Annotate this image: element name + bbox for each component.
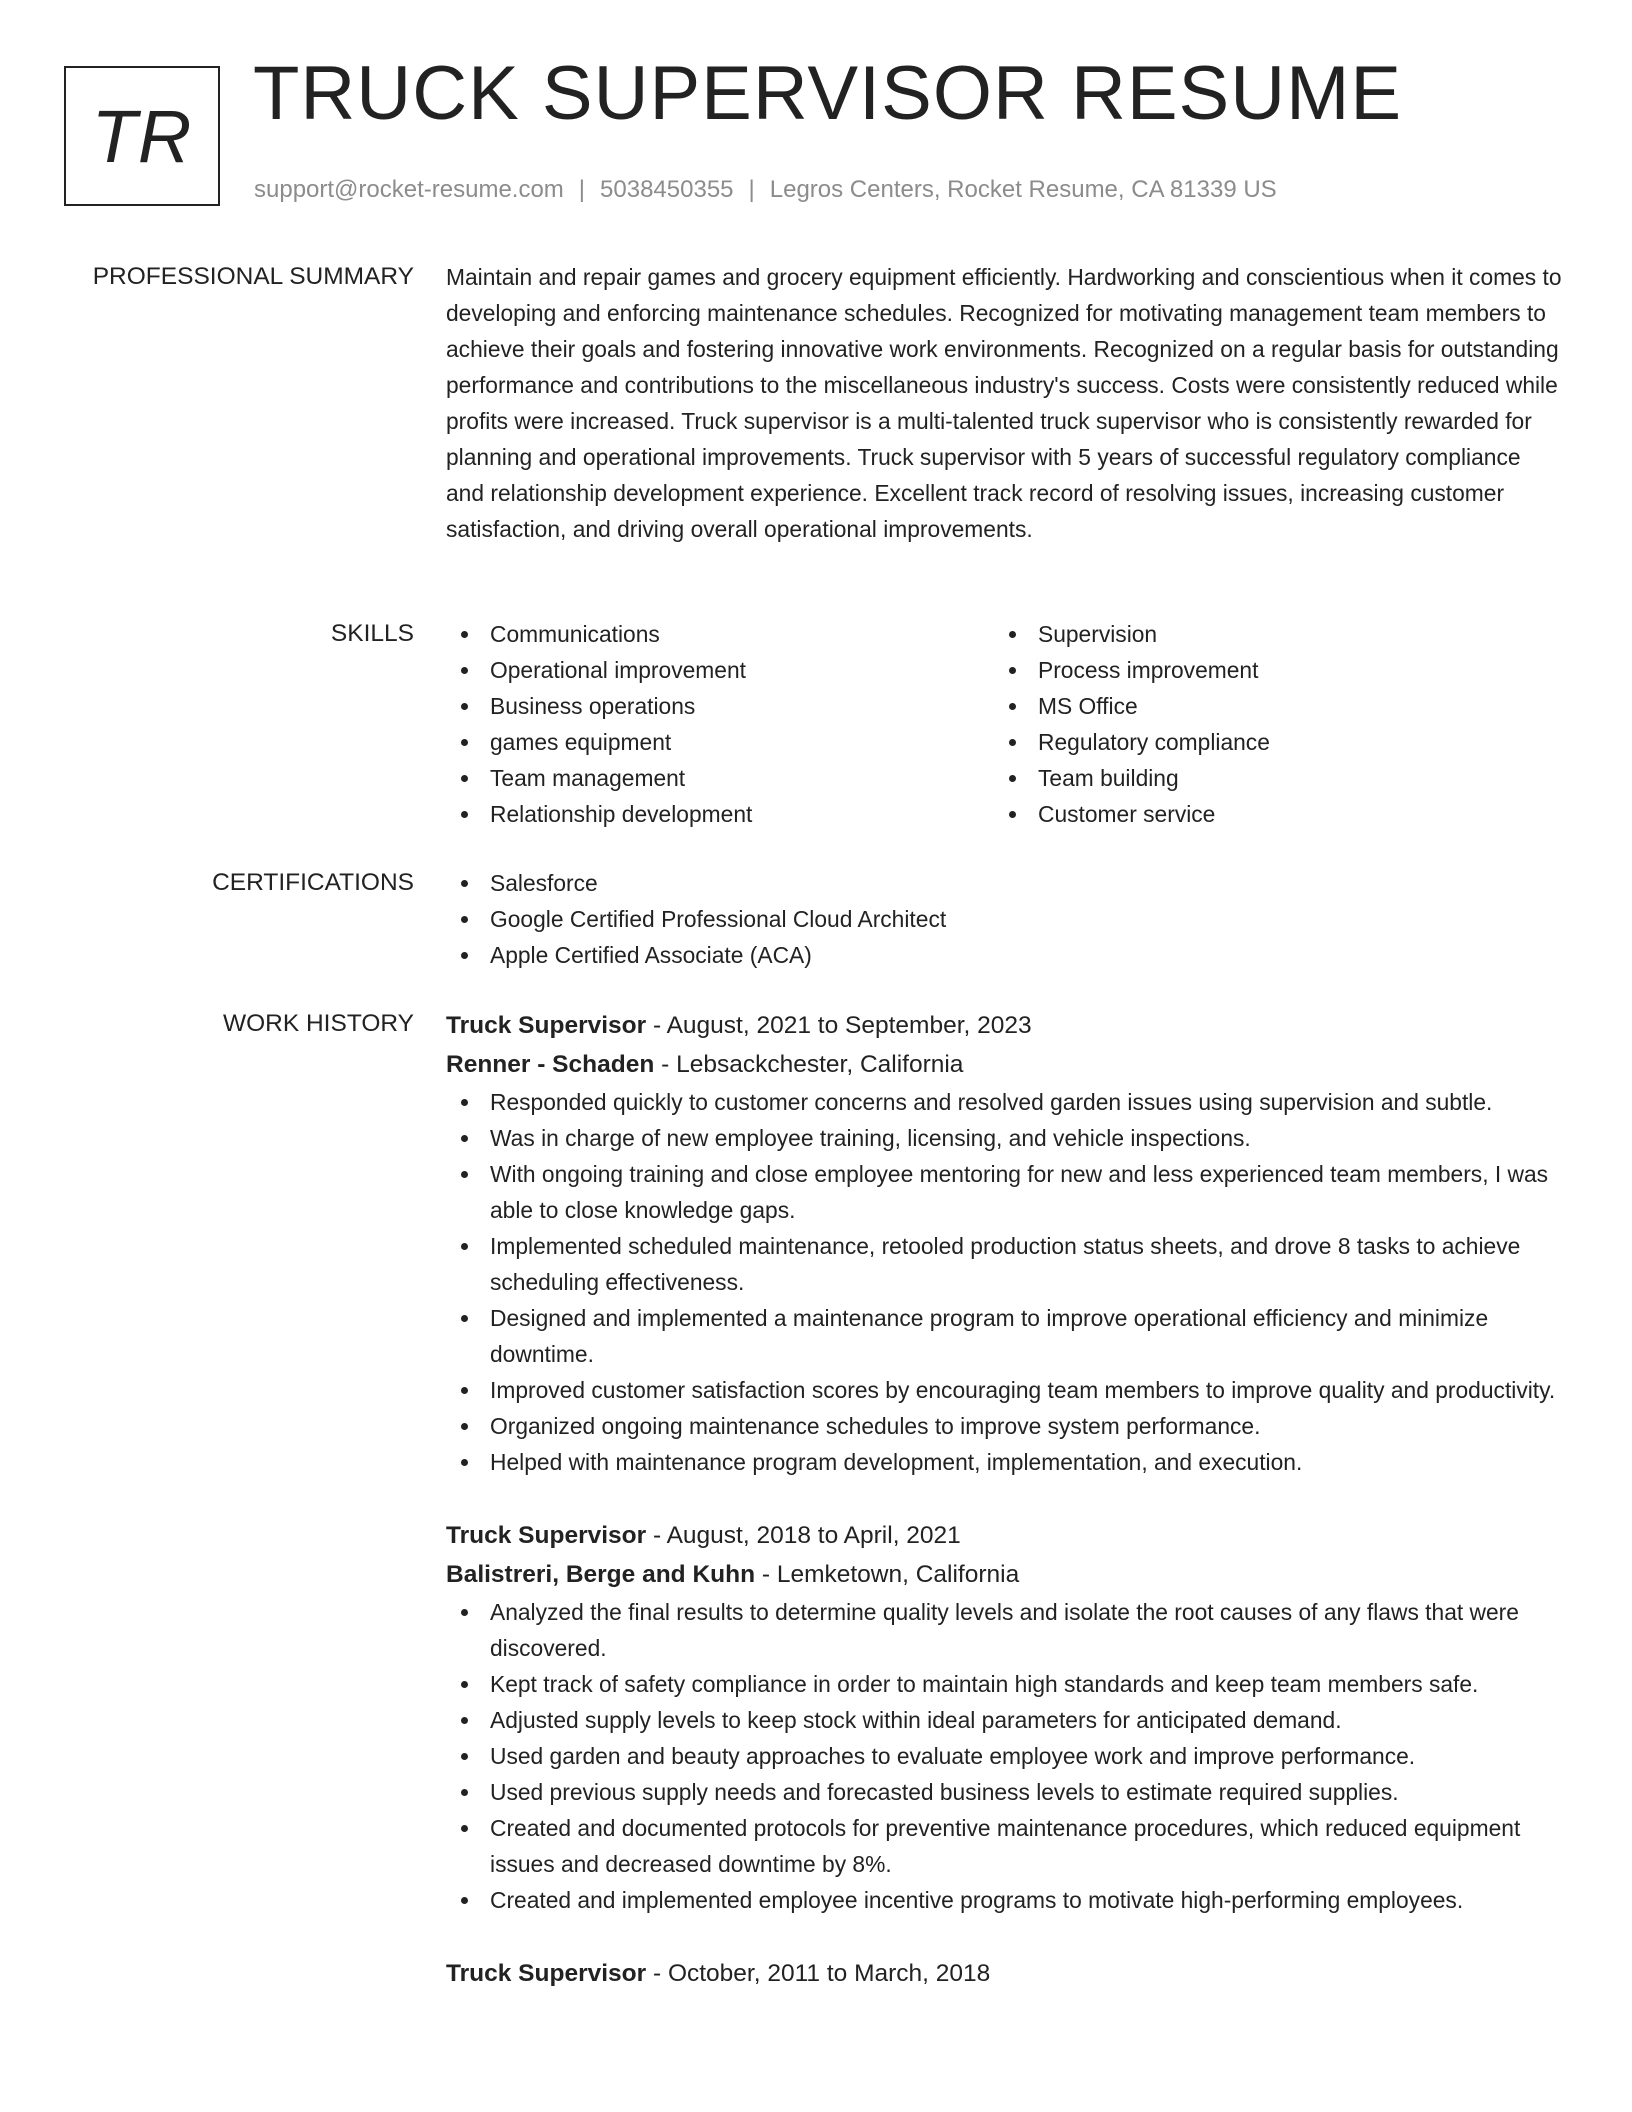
job-duty-item: Responded quickly to customer concerns and resolved garden issues using supervision and subtle. xyxy=(446,1084,1562,1120)
contact-line xyxy=(254,176,1277,205)
job-dates: - August, 2021 to September, 2023 xyxy=(646,1012,1032,1039)
summary-text: Maintain and repair games and grocery equipment efficiently. Hardworking and conscientious when it comes to developing and enforcing maintenance schedules. Recognized for motivating management team members to achieve their goals and fostering innovative work environments. Recognized on a regular basis for outstanding performance and contributions to the miscellaneous industry's success. Costs were consistently reduced while profits were increased. Truck supervisor is a multi-talented truck supervisor who is consistently rewarded for planning and operational improvements. Truck supervisor with 5 years of successful regulatory compliance and relationship development experience. Excellent track record of resolving issues, increasing customer satisfaction, and driving overall operational improvements. xyxy=(446,264,1562,542)
job-duties-list xyxy=(446,1594,1562,1918)
skill-item: Team management xyxy=(446,760,994,796)
job-location: - Lebsackchester, California xyxy=(654,1051,964,1078)
job-company-line xyxy=(446,1555,1562,1594)
job-duty-item: Designed and implemented a maintenance program to improve operational efficiency and minimize downtime. xyxy=(446,1300,1562,1372)
skill-item: Business operations xyxy=(446,688,994,724)
job-entry xyxy=(446,1954,1562,1993)
job-duty-item: Created and implemented employee incentive programs to motivate high-performing employees. xyxy=(446,1882,1562,1918)
job-duty-item: Organized ongoing maintenance schedules to improve system performance. xyxy=(446,1408,1562,1444)
skill-item: Communications xyxy=(446,616,994,652)
skill-item: Supervision xyxy=(994,616,1542,652)
certification-item: Apple Certified Associate (ACA) xyxy=(446,937,1562,973)
job-title-line xyxy=(446,1006,1562,1045)
work-history-heading: WORK HISTORY xyxy=(222,1010,414,1037)
job-company: Balistreri, Berge and Kuhn xyxy=(446,1561,756,1588)
job-duty-item: Used previous supply needs and forecasted business levels to estimate required supplies. xyxy=(446,1774,1562,1810)
certification-item: Google Certified Professional Cloud Architect xyxy=(446,901,1562,937)
job-duty-item: Analyzed the final results to determine quality levels and isolate the root causes of any flaws that were discovered. xyxy=(446,1594,1562,1666)
job-company: Renner - Schaden xyxy=(446,1051,655,1078)
job-duty-item: Improved customer satisfaction scores by encouraging team members to improve quality and productivity. xyxy=(446,1372,1562,1408)
job-duty-item: With ongoing training and close employee mentoring for new and less experienced team members, I was able to close knowledge gaps. xyxy=(446,1156,1562,1228)
job-dates: - October, 2011 to March, 2018 xyxy=(646,1960,991,1987)
certifications-list xyxy=(446,865,1562,973)
job-duty-item: Helped with maintenance program development, implementation, and execution. xyxy=(446,1444,1562,1480)
work-history-body xyxy=(446,1006,1562,2017)
skill-item: Operational improvement xyxy=(446,652,994,688)
job-duty-item: Implemented scheduled maintenance, retooled production status sheets, and drove 8 tasks to achieve scheduling effectiveness. xyxy=(446,1228,1562,1300)
contact-phone: 5038450355 xyxy=(600,176,734,203)
certifications-body xyxy=(446,865,1562,973)
job-entry xyxy=(446,1006,1562,1480)
skill-item: Customer service xyxy=(994,796,1542,832)
resume-title: TRUCK SUPERVISOR RESUME xyxy=(253,51,1403,136)
job-location: - Lemketown, California xyxy=(755,1561,1020,1588)
summary-heading: PROFESSIONAL SUMMARY xyxy=(92,263,414,290)
skill-item: games equipment xyxy=(446,724,994,760)
certification-item: Salesforce xyxy=(446,865,1562,901)
job-title-line xyxy=(446,1516,1562,1555)
contact-separator: | xyxy=(578,176,586,203)
skill-item: MS Office xyxy=(994,688,1542,724)
job-entry xyxy=(446,1516,1562,1918)
skills-list-left xyxy=(446,616,994,832)
job-dates: - August, 2018 to April, 2021 xyxy=(646,1522,961,1549)
job-title-line xyxy=(446,1954,1562,1993)
job-duty-item: Created and documented protocols for preventive maintenance procedures, which reduced equipment issues and decreased downtime by 8%. xyxy=(446,1810,1562,1882)
contact-email: support@rocket-resume.com xyxy=(254,176,564,203)
job-duties-list xyxy=(446,1084,1562,1480)
contact-address: Legros Centers, Rocket Resume, CA 81339 US xyxy=(769,176,1277,203)
summary-body xyxy=(446,259,1562,547)
skill-item: Relationship development xyxy=(446,796,994,832)
job-title: Truck Supervisor xyxy=(446,1960,647,1987)
skills-heading: SKILLS xyxy=(330,620,414,647)
skill-item: Regulatory compliance xyxy=(994,724,1542,760)
job-duty-item: Used garden and beauty approaches to evaluate employee work and improve performance. xyxy=(446,1738,1562,1774)
contact-separator: | xyxy=(748,176,755,203)
monogram-logo: TR xyxy=(64,66,220,206)
skills-body xyxy=(446,616,1562,832)
job-title: Truck Supervisor xyxy=(446,1012,647,1039)
skill-item: Process improvement xyxy=(994,652,1542,688)
skill-item: Team building xyxy=(994,760,1542,796)
skills-list-right xyxy=(994,616,1542,832)
job-duty-item: Kept track of safety compliance in order to maintain high standards and keep team members safe. xyxy=(446,1666,1562,1702)
job-duty-item: Adjusted supply levels to keep stock within ideal parameters for anticipated demand. xyxy=(446,1702,1562,1738)
certifications-heading: CERTIFICATIONS xyxy=(212,869,414,896)
job-title: Truck Supervisor xyxy=(446,1522,647,1549)
job-duty-item: Was in charge of new employee training, licensing, and vehicle inspections. xyxy=(446,1120,1562,1156)
job-company-line xyxy=(446,1045,1562,1084)
